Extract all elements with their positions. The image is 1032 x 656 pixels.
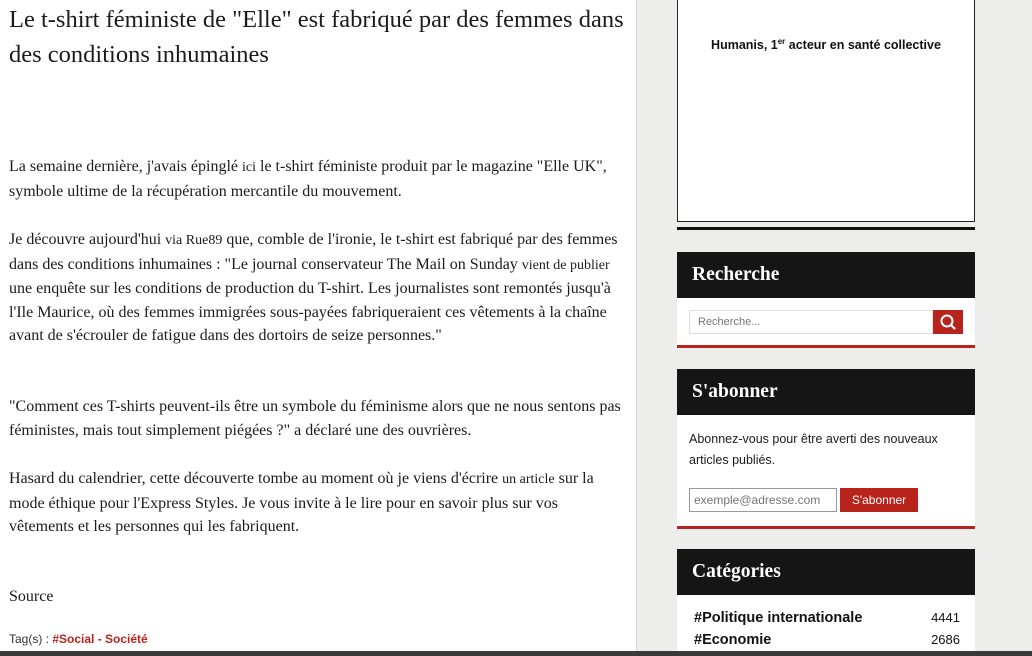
link-ici[interactable]: ici (242, 160, 256, 175)
link-vient-de-publier[interactable]: vient de publier (521, 257, 610, 273)
ad-text-part: Humanis, 1 (711, 38, 778, 53)
tags-label: Tag(s) : (9, 632, 53, 646)
article-paragraph-3: "Comment ces T-shirts peuvent-ils être un symbole du féminisme alors que ne nous sentons pas féministes, mais tout simplement piégées ?" a déclaré une des ouvrières. (9, 398, 621, 439)
text: que, comble de l'ironie, le t-shirt est fabriqué par des femmes dans des conditions inhumaines : "Le journal conservateur The Mail on Sunday (9, 231, 618, 273)
article-paragraph-4 (9, 467, 624, 539)
text: le t-shirt féministe produit par le magazine "Elle UK", symbole ultime de la récupération mercantile du mouvement. (9, 158, 607, 200)
sidebar (636, 0, 1032, 656)
ad-text (678, 37, 974, 52)
divider (677, 227, 975, 230)
bottom-bar (0, 651, 1032, 656)
ad-text-part: acteur en santé collective (785, 38, 941, 53)
category-label: #Economie (694, 632, 772, 648)
text: Hasard du calendrier, cette découverte tombe au moment où je viens d'écrire (9, 470, 503, 487)
email-field[interactable] (689, 488, 837, 512)
categories-widget (677, 549, 975, 656)
search-form (689, 310, 963, 334)
article-title: Le t-shirt féministe de "Elle" est fabriqué par des femmes dans des conditions inhumaines (9, 6, 624, 68)
categories-widget-title: Catégories (677, 549, 975, 595)
category-list (694, 607, 960, 651)
link-article[interactable]: un article (502, 472, 555, 487)
subscribe-button[interactable]: S'abonner (840, 488, 918, 512)
tag-social-societe[interactable]: #Social - Société (52, 632, 148, 646)
category-count: 2686 (931, 632, 960, 647)
source-link[interactable]: Source (9, 588, 54, 605)
search-button[interactable] (933, 310, 963, 334)
source-line (9, 588, 53, 606)
tags-line (9, 632, 148, 646)
category-item[interactable] (694, 607, 960, 629)
search-input[interactable] (689, 310, 933, 334)
category-item[interactable] (694, 629, 960, 651)
search-widget (677, 252, 975, 348)
subscribe-widget-title: S'abonner (677, 369, 975, 415)
article-paragraph-1 (9, 155, 624, 203)
text: La semaine dernière, j'avais épinglé (9, 158, 242, 175)
category-count: 4441 (931, 610, 960, 625)
category-label: #Politique internationale (694, 610, 863, 626)
ad-text-sup: er (777, 37, 786, 46)
search-icon (933, 310, 963, 334)
article-paragraph-2 (9, 228, 624, 348)
search-widget-title: Recherche (677, 252, 975, 298)
text: une enquête sur les conditions de production du T-shirt. Les journalistes sont remontés jusqu'à l'Ile Maurice, où des femmes immigrées sous-payées fabriqueraient ces vêtements à la chaîne avant de s'écrouler de fatigue dans des dortoirs de seize personnes." (9, 280, 611, 344)
text: sur la mode éthique pour l'Express Styles. Je vous invite à le lire pour en savoir plus sur vos vêtements et les personnes qui les fabriquent. (9, 470, 594, 535)
ad-banner[interactable] (677, 0, 975, 222)
text: Je découvre aujourd'hui (9, 231, 166, 248)
link-via-rue89[interactable]: via Rue89 (165, 233, 223, 248)
subscribe-description: Abonnez-vous pour être averti des nouveaux articles publiés. (689, 432, 938, 467)
subscribe-widget (677, 369, 975, 529)
